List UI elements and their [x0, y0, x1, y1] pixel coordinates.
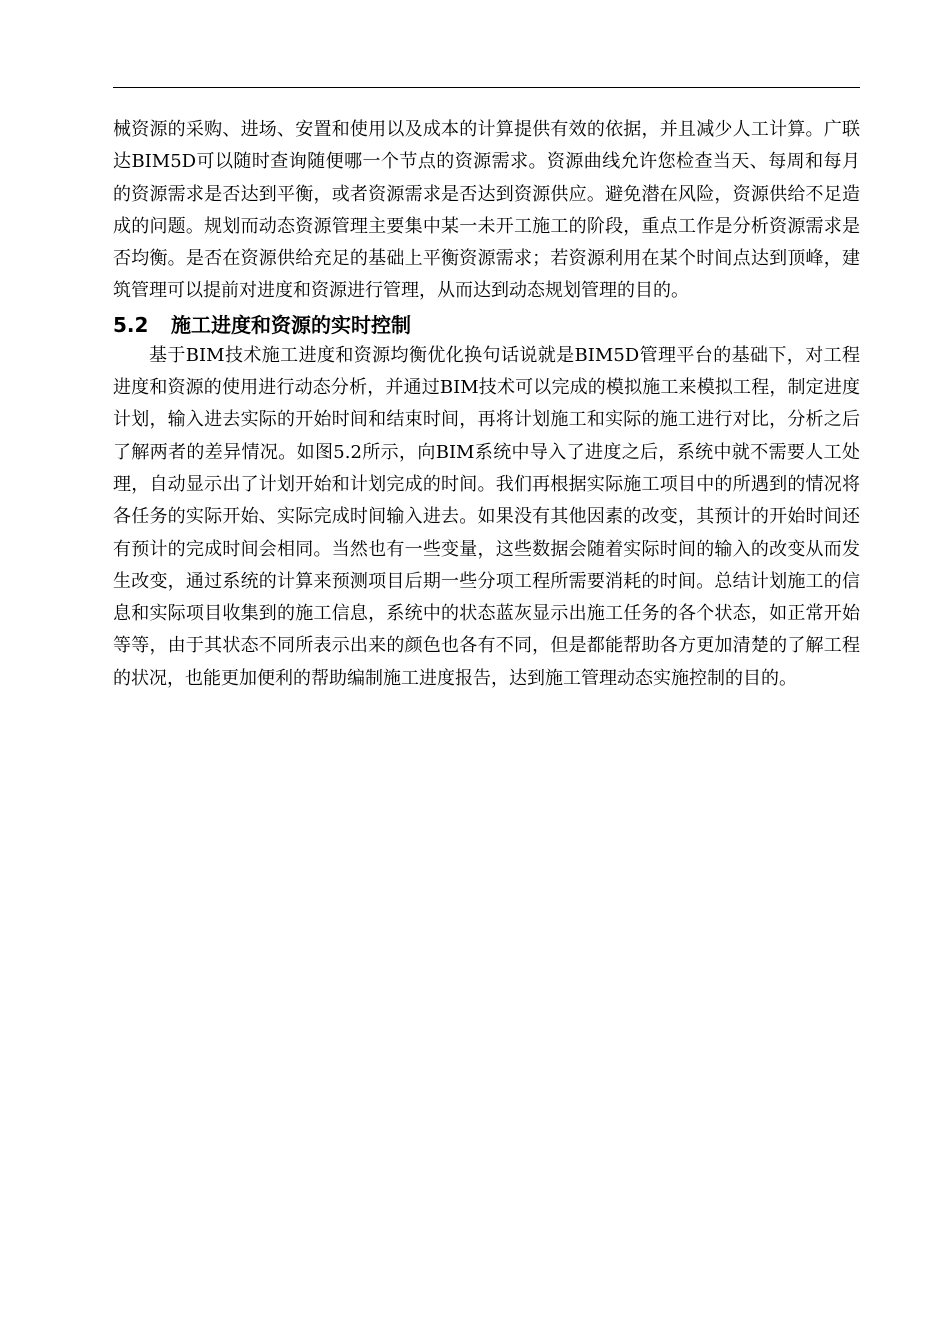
header-rule — [113, 87, 860, 88]
document-body — [113, 114, 860, 695]
section-title: 施工进度和资源的实时控制 — [171, 312, 411, 337]
paragraph-continued: 械资源的采购、进场、安置和使用以及成本的计算提供有效的依据，并且减少人工计算。广联达BIM5D可以随时查询随便哪一个节点的资源需求。资源曲线允许您检查当天、每周和每月的资源需求是否达到平衡，或者资源需求是否达到资源供应。避免潜在风险，资源供给不足造成的问题。规划而动态资源管理主要集中某一未开工施工的阶段，重点工作是分析资源需求是否均衡。是否在资源供给充足的基础上平衡资源需求；若资源利用在某个时间点达到顶峰，建筑管理可以提前对进度和资源进行管理，从而达到动态规划管理的目的。 — [113, 119, 860, 302]
section-heading — [113, 310, 860, 340]
section-number: 5.2 — [113, 312, 149, 337]
paragraph-section-body: 基于BIM技术施工进度和资源均衡优化换句话说就是BIM5D管理平台的基础下，对工程进度和资源的使用进行动态分析，并通过BIM技术可以完成的模拟施工来模拟工程，制定进度计划，输入进去实际的开始时间和结束时间，再将计划施工和实际的施工进行对比，分析之后了解两者的差异情况。如图5.2所示，向BIM系统中导入了进度之后，系统中就不需要人工处理，自动显示出了计划开始和计划完成的时间。我们再根据实际施工项目中的所遇到的情况将各任务的实际开始、实际完成时间输入进去。如果没有其他因素的改变，其预计的开始时间还有预计的完成时间会相同。当然也有一些变量，这些数据会随着实际时间的输入的改变从而发生改变，通过系统的计算来预测项目后期一些分项工程所需要消耗的时间。总结计划施工的信息和实际项目收集到的施工信息，系统中的状态蓝灰显示出施工任务的各个状态，如正常开始等等，由于其状态不同所表示出来的颜色也各有不同，但是都能帮助各方更加清楚的了解工程的状况，也能更加便利的帮助编制施工进度报告，达到施工管理动态实施控制的目的。 — [113, 344, 860, 689]
